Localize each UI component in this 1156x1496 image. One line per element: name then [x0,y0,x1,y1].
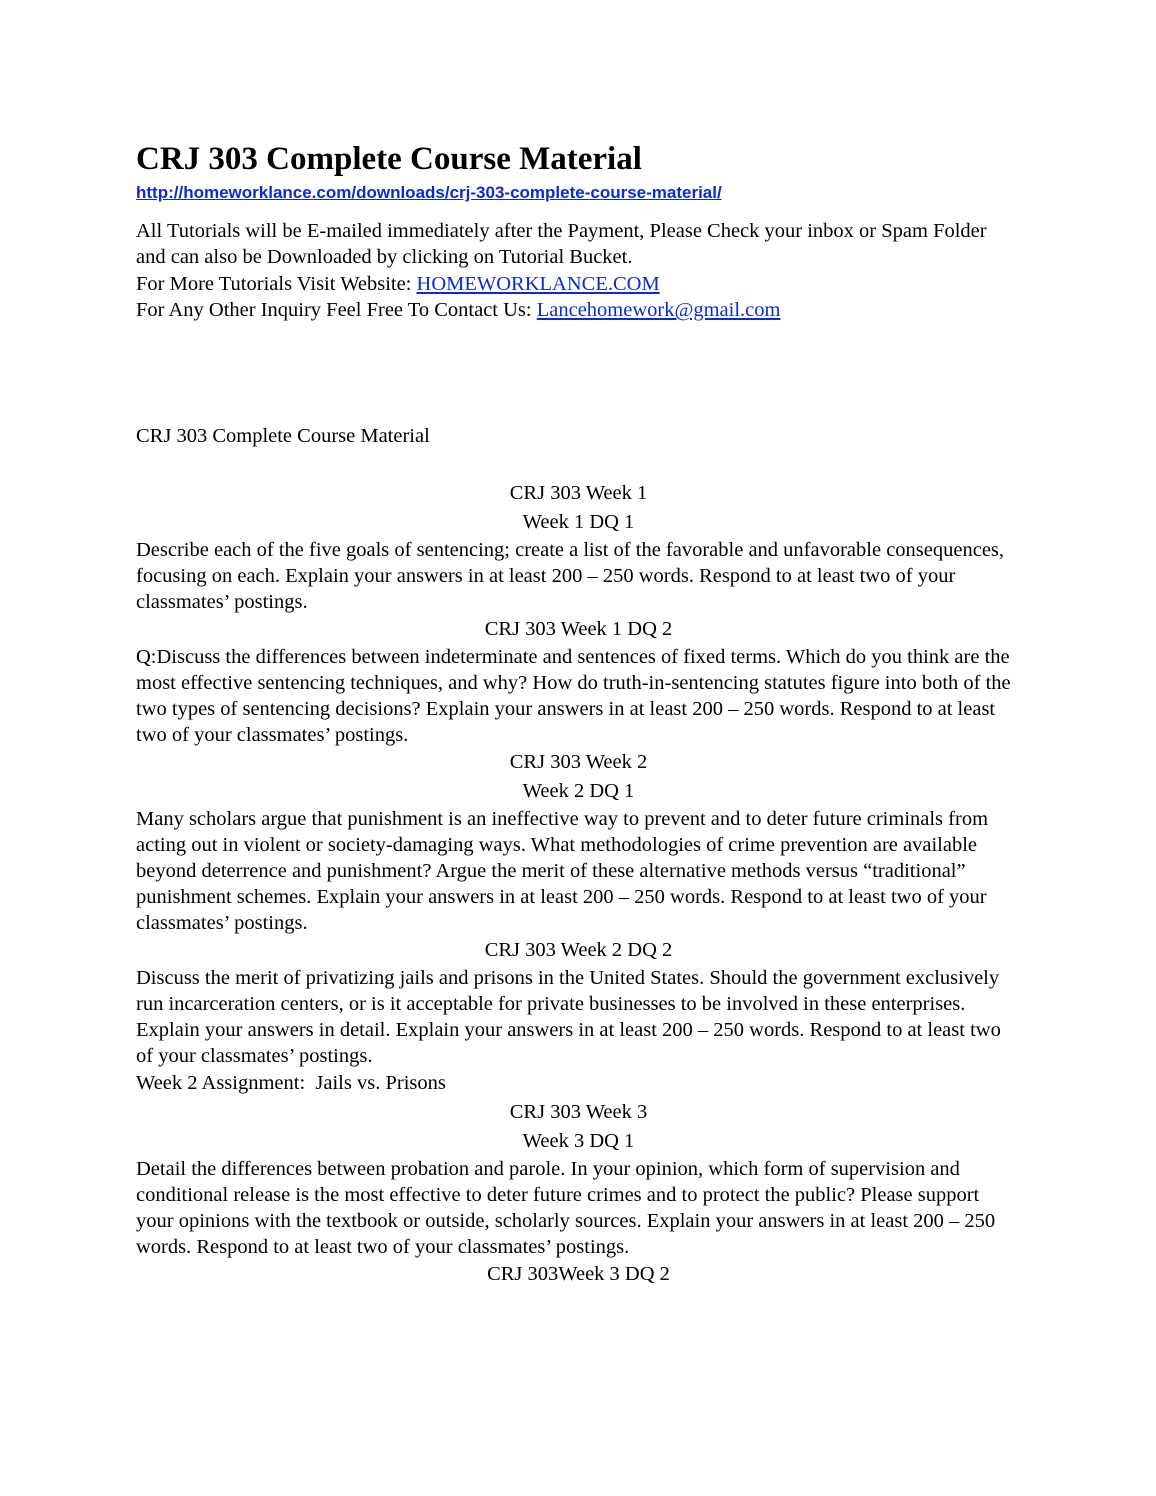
intro-contact-label: For Any Other Inquiry Feel Free To Contact Us: [136,299,537,321]
week-3-dq1-heading: Week 3 DQ 1 [522,1130,635,1152]
week-3-heading: CRJ 303 Week 3 [509,1101,648,1123]
intro-website-label: For More Tutorials Visit Website: [136,273,417,295]
week-2-dq1-heading: Week 2 DQ 1 [522,780,635,802]
email-link[interactable]: Lancehomework@gmail.com [536,299,781,321]
week-2-dq1-text: Many scholars argue that punishment is an ineffective way to prevent and to deter future criminals from acting out in violent or society-damaging ways. What methodologies of crime prevention are available beyond deterrence and punishment? Argue the merit of these alternative methods versus “traditional” punishment schemes. Explain your answers in at least 200 – 250 words. Respond to at least two of your classmates’ postings. [136,808,989,934]
week-1-dq1-heading: Week 1 DQ 1 [522,511,635,533]
intro-website-line [136,270,1021,299]
week-2-heading: CRJ 303 Week 2 [509,751,648,773]
intro-contact-line [136,296,1021,325]
intro-block [136,218,1021,325]
week-1-dq1-text: Describe each of the five goals of sentencing; create a list of the favorable and unfavorable consequences, focusing on each. Explain your answers in at least 200 – 250 words. Respond to at least two of your classmates’ postings. [136,539,1005,613]
week-2-dq2-heading: CRJ 303 Week 2 DQ 2 [484,939,673,961]
document-page [136,138,1021,1289]
document-title: CRJ 303 Complete Course Material [136,141,642,177]
week-1-dq2-text: Q:Discuss the differences between indeterminate and sentences of fixed terms. Which do you think are the most effective sentencing techniques, and why? How do truth-in-sentencing statutes figure into both of the two types of sentencing decisions? Explain your answers in at least 200 – 250 words. Respond to at least two of your classmates’ postings. [136,646,1011,746]
week-2-dq2-text: Discuss the merit of privatizing jails and prisons in the United States. Should the government exclusively run incarceration centers, or is it acceptable for private businesses to be involved in these enterprises. Explain your answers in detail. Explain your answers in at least 200 – 250 words. Respond to at least two of your classmates’ postings. [136,967,1001,1067]
week-2-assignment: Week 2 Assignment: Jails vs. Prisons [136,1072,446,1094]
website-link[interactable]: HOMEWORKLANCE.COM [416,273,660,295]
intro-delivery-text: All Tutorials will be E-mailed immediately after the Payment, Please Check your inbox or Spam Folder and can also be Downloaded by clicking on Tutorial Bucket. [136,220,987,268]
week-1-heading: CRJ 303 Week 1 [509,482,648,504]
course-label: CRJ 303 Complete Course Material [136,425,430,447]
course-url-link[interactable]: http://homeworklance.com/downloads/crj-303-complete-course-material/ [136,183,722,202]
week-1-dq2-heading: CRJ 303 Week 1 DQ 2 [484,618,673,640]
week-3-dq2-heading: CRJ 303Week 3 DQ 2 [487,1263,670,1285]
week-3-dq1-text: Detail the differences between probation and parole. In your opinion, which form of supervision and conditional release is the most effective to deter future crimes and to protect the public? Please support your opinions with the textbook or outside, scholarly sources. Explain your answers in at least 200 – 250 words. Respond to at least two of your classmates’ postings. [136,1158,996,1258]
